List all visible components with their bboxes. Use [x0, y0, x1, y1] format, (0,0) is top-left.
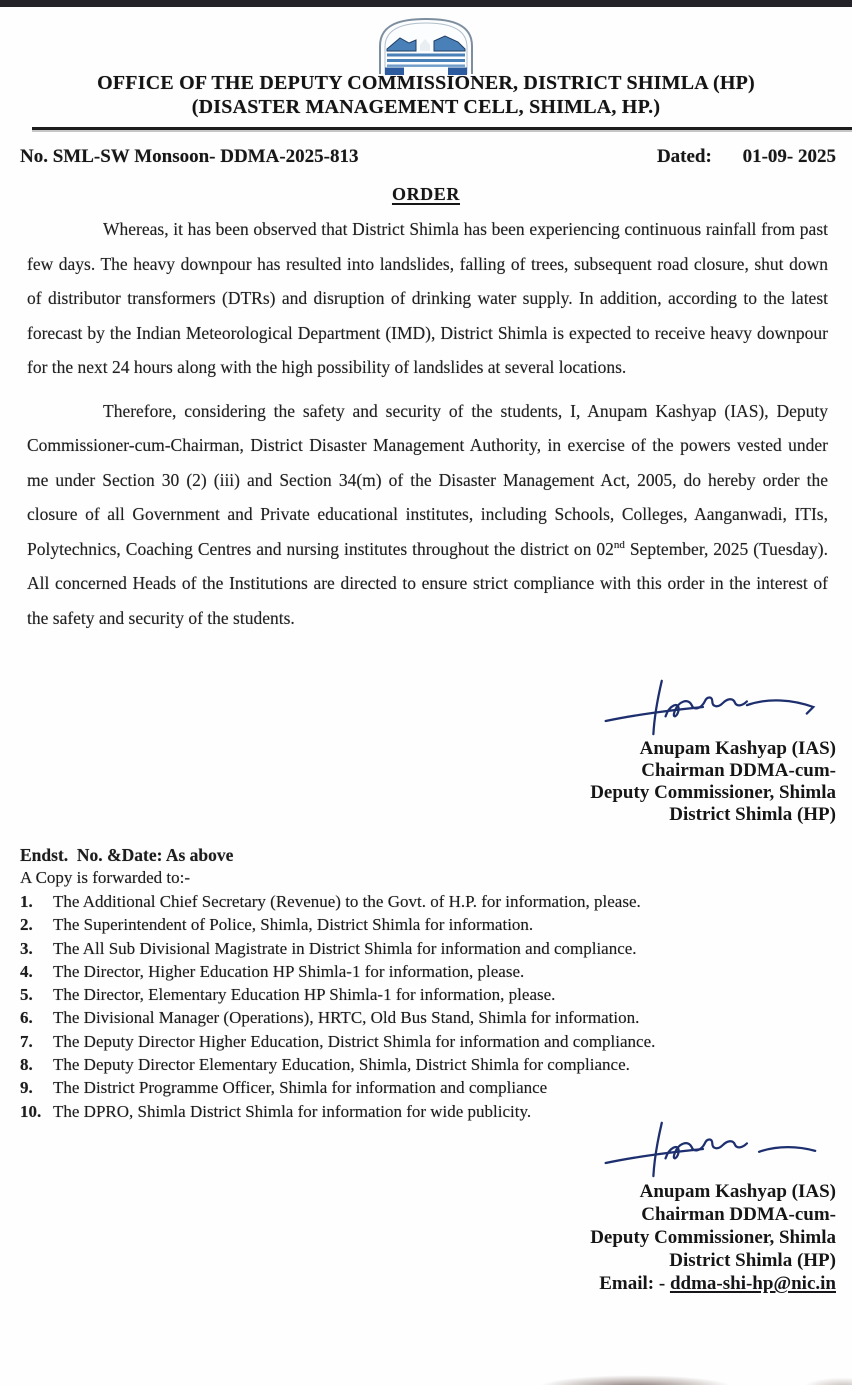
header-divider: [32, 127, 852, 130]
list-item-number: 7.: [20, 1031, 33, 1051]
list-item-text: The All Sub Divisional Magistrate in District Shimla for information and compliance.: [53, 938, 637, 958]
email-label: Email: -: [599, 1273, 670, 1294]
list-item-number: 5.: [20, 985, 33, 1005]
signatory-title-dc: Deputy Commissioner, Shimla: [590, 1227, 836, 1248]
list-item: [20, 1006, 838, 1029]
signatory-title-chairman: Chairman DDMA-cum-: [641, 760, 836, 781]
list-item-text: The Additional Chief Secretary (Revenue) to the Govt. of H.P. for information, please.: [53, 892, 641, 911]
scan-shadow-corner: [806, 1378, 852, 1385]
scan-shadow: [538, 1375, 733, 1385]
list-item-number: 10.: [20, 1101, 42, 1121]
list-item-number: 6.: [20, 1008, 33, 1028]
order-paragraph-1: Whereas, it has been observed that District Shimla has been experiencing continuous rainfall from past few days. The heavy downpour has resulted into landslides, falling of trees, subsequent road closure, shut down of distributor transformers (DTRs) and disruption of drinking water supply. In addition, according to the latest forecast by the Indian Meteorological Department (IMD), District Shimla is expected to receive heavy downpour for the next 24 hours along with the high possibility of landslides at several locations.: [27, 219, 828, 377]
distribution-list: [20, 890, 838, 1123]
list-item: [20, 1076, 838, 1099]
list-item-number: 3.: [20, 938, 33, 958]
list-item-text: The DPRO, Shimla District Shimla for information for wide publicity.: [53, 1101, 532, 1121]
endorsement-section: [20, 844, 838, 1123]
signatory-name: Anupam Kashyap (IAS): [639, 738, 836, 759]
signature-block-bottom: [406, 1120, 836, 1295]
dated-value: 01-09- 2025: [742, 146, 836, 167]
list-item-number: 1.: [20, 892, 33, 911]
list-item-number: 2.: [20, 915, 33, 935]
signature-block-top: [406, 678, 836, 826]
list-item: [20, 890, 838, 913]
list-item: [20, 983, 838, 1006]
handwritten-signature-icon: [597, 1120, 822, 1178]
endorsement-heading: Endst. No. &Date: As above: [20, 845, 234, 865]
list-item: [20, 1030, 838, 1053]
paragraph2-text-cont: September, 2025 (Tuesday). All concerned Heads of the Institutions are directed to ensure strict compliance with this order in the interest of the safety and security of the students.: [27, 538, 828, 628]
list-item-text: The Deputy Director Elementary Education, Shimla, District Shimla for compliance.: [53, 1055, 630, 1075]
list-item: [20, 937, 838, 960]
paragraph2-text: Therefore, considering the safety and security of the students, I, Anupam Kashyap (IAS), Deputy Commissioner-cum-Chairman, District Disaster Management Authority, in exercise of the powers vested under me under Section 30 (2) (iii) and Section 34(m) of the Disaster Management Act, 2005, do hereby order the closure of all Government and Private educational institutes, including Schools, Colleges, Aanganwadi, ITIs, Polytechnics, Coaching Centres and nursing institutes throughout the district on 02: [27, 400, 828, 559]
signatory-title-chairman: Chairman DDMA-cum-: [641, 1204, 836, 1225]
list-item-text: The Superintendent of Police, Shimla, District Shimla for information.: [53, 915, 534, 935]
list-item: [20, 1053, 838, 1076]
signatory-name: Anupam Kashyap (IAS): [639, 1181, 836, 1202]
list-item-number: 9.: [20, 1078, 33, 1098]
order-paragraph-2: [27, 394, 828, 636]
reference-row: [20, 146, 836, 168]
list-item-text: The Deputy Director Higher Education, District Shimla for information and compliance.: [53, 1031, 656, 1051]
scan-top-edge: [0, 0, 852, 7]
list-item-number: 4.: [20, 961, 33, 981]
office-subtitle: (DISASTER MANAGEMENT CELL, SHIMLA, HP.): [191, 96, 661, 118]
office-title: OFFICE OF THE DEPUTY COMMISSIONER, DISTRICT SHIMLA (HP): [97, 72, 755, 94]
dated-label: Dated:: [656, 146, 712, 167]
list-item-text: The Divisional Manager (Operations), HRTC, Old Bus Stand, Shimla for information.: [53, 1008, 640, 1028]
ordinal-superscript: nd: [613, 538, 625, 551]
handwritten-signature-icon: [597, 678, 822, 736]
signatory-title-district: District Shimla (HP): [669, 804, 836, 825]
list-item-text: The Director, Higher Education HP Shimla-1 for information, please.: [53, 961, 525, 981]
email-link[interactable]: ddma-shi-hp@nic.in: [669, 1273, 836, 1294]
email-line: [406, 1272, 836, 1295]
copy-forwarded-line: A Copy is forwarded to:-: [20, 868, 190, 887]
hp-government-emblem-icon: [371, 16, 481, 76]
order-body: [27, 212, 828, 635]
list-item-text: The Director, Elementary Education HP Shimla-1 for information, please.: [53, 985, 556, 1005]
signatory-title-dc: Deputy Commissioner, Shimla: [590, 782, 836, 803]
reference-number: No. SML-SW Monsoon- DDMA-2025-813: [20, 146, 359, 167]
list-item: [20, 960, 838, 983]
signatory-title-district: District Shimla (HP): [669, 1250, 836, 1271]
list-item-text: The District Programme Officer, Shimla for information and compliance: [53, 1078, 548, 1098]
dated-group: [657, 146, 836, 168]
order-heading: ORDER: [391, 184, 460, 204]
list-item-number: 8.: [20, 1055, 33, 1075]
list-item: [20, 913, 838, 936]
